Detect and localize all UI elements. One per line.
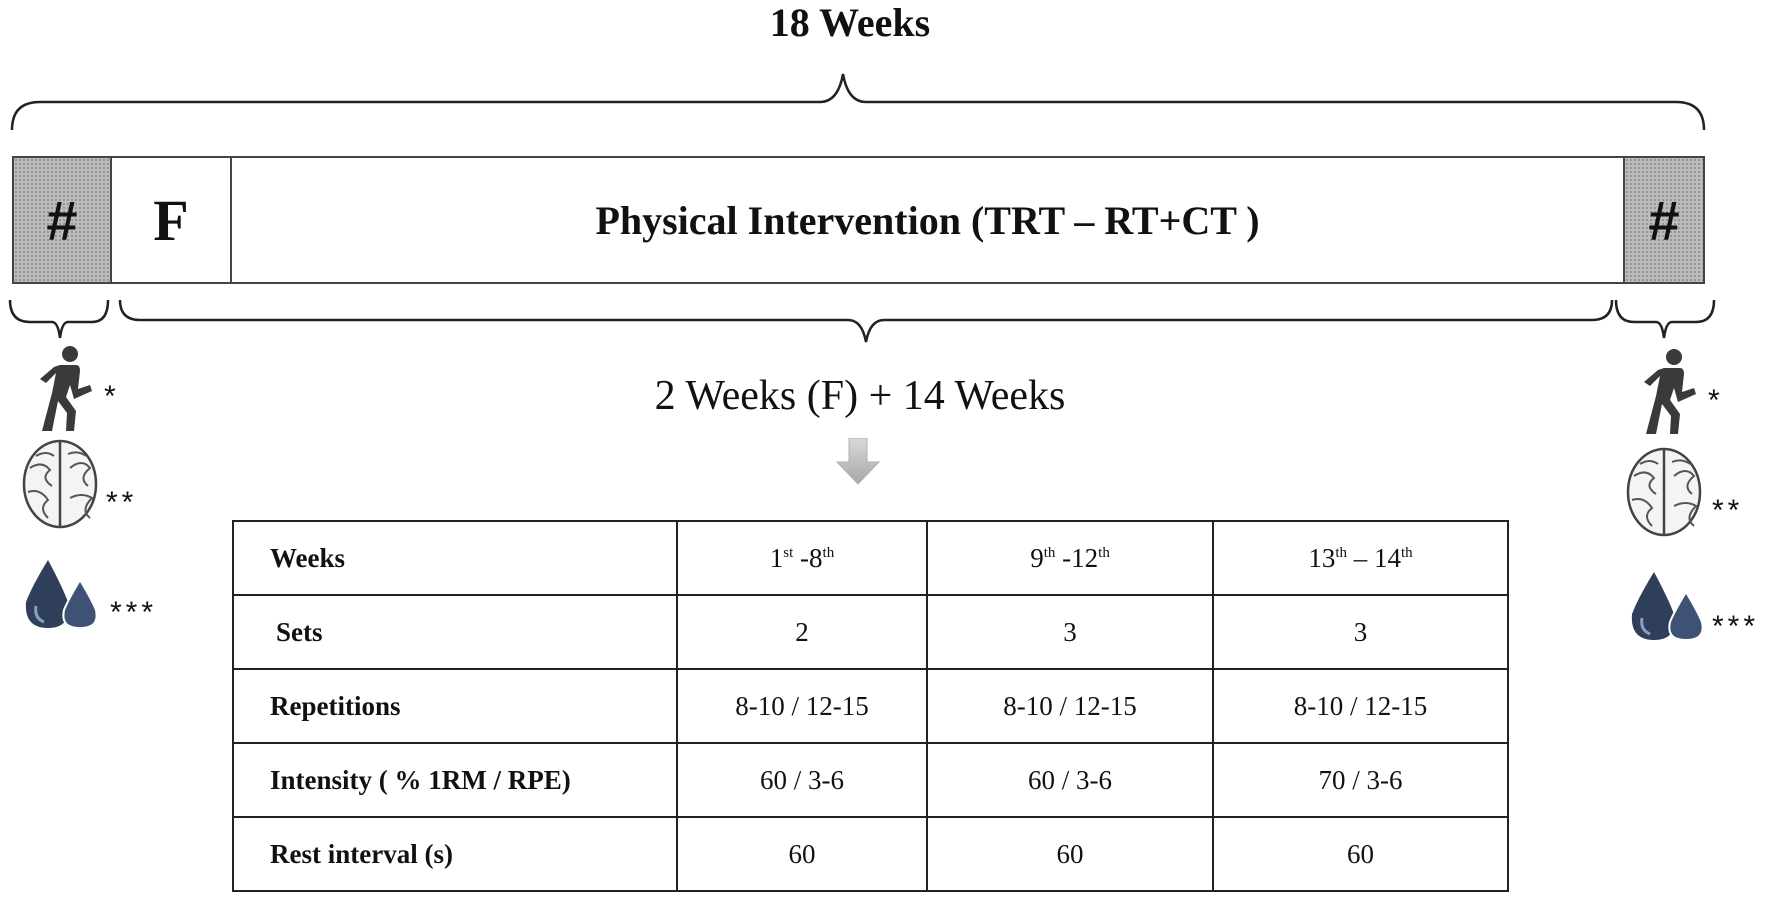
row-label-intensity: Intensity ( % 1RM / RPE) (233, 743, 677, 817)
table-row (233, 743, 1508, 817)
right-walking-person-icon (1640, 348, 1698, 434)
table-cell: 60 (927, 817, 1213, 891)
pre-assessment-segment (14, 158, 110, 282)
table-cell: 60 / 3-6 (927, 743, 1213, 817)
row-label-rest-interval: Rest interval (s) (233, 817, 677, 891)
table-cell: 60 (1213, 817, 1508, 891)
table-row (233, 669, 1508, 743)
left-walking-person-icon (36, 345, 94, 431)
left-blood-marker: *** (110, 596, 158, 629)
post-assessment-segment (1623, 158, 1703, 282)
right-brain-icon (1624, 446, 1704, 538)
left-assessment-brace (10, 300, 108, 338)
header-col-1: 1st -8th (677, 521, 927, 595)
intervention-brace (120, 300, 1612, 342)
table-header-row (233, 521, 1508, 595)
intervention-segment (232, 158, 1623, 282)
table-cell: 8-10 / 12-15 (1213, 669, 1508, 743)
timeline-bar (12, 156, 1705, 284)
row-label-sets: Sets (233, 595, 677, 669)
table-cell: 70 / 3-6 (1213, 743, 1508, 817)
duration-label: 2 Weeks (F) + 14 Weeks (654, 373, 1066, 419)
right-blood-drops-icon (1624, 570, 1708, 642)
right-assessment-brace (1616, 300, 1714, 338)
familiarization-symbol: F (153, 187, 189, 253)
post-assessment-symbol: # (1648, 188, 1680, 252)
table-cell: 8-10 / 12-15 (677, 669, 927, 743)
left-cognitive-marker: ** (106, 486, 138, 519)
table-row (233, 817, 1508, 891)
table-cell: 8-10 / 12-15 (927, 669, 1213, 743)
pre-assessment-symbol: # (46, 188, 78, 252)
top-brace (12, 74, 1704, 130)
training-table (232, 520, 1509, 892)
table-cell: 60 (677, 817, 927, 891)
table-cell: 2 (677, 595, 927, 669)
right-blood-marker: *** (1712, 610, 1760, 643)
header-col-3: 13th – 14th (1213, 521, 1508, 595)
header-col-2: 9th -12th (927, 521, 1213, 595)
table-cell: 3 (1213, 595, 1508, 669)
table-row (233, 595, 1508, 669)
table-cell: 3 (927, 595, 1213, 669)
table-cell: 60 / 3-6 (677, 743, 927, 817)
right-physical-marker: * (1708, 384, 1724, 417)
diagram-title: 18 Weeks (769, 0, 931, 45)
familiarization-segment (110, 158, 232, 282)
left-brain-icon (20, 438, 100, 530)
left-blood-drops-icon (18, 558, 102, 630)
right-cognitive-marker: ** (1712, 494, 1744, 527)
left-physical-marker: * (104, 380, 120, 413)
intervention-label: Physical Intervention (TRT – RT+CT ) (595, 197, 1260, 243)
row-label-repetitions: Repetitions (233, 669, 677, 743)
header-label: Weeks (233, 521, 677, 595)
down-arrow-icon (835, 438, 881, 486)
